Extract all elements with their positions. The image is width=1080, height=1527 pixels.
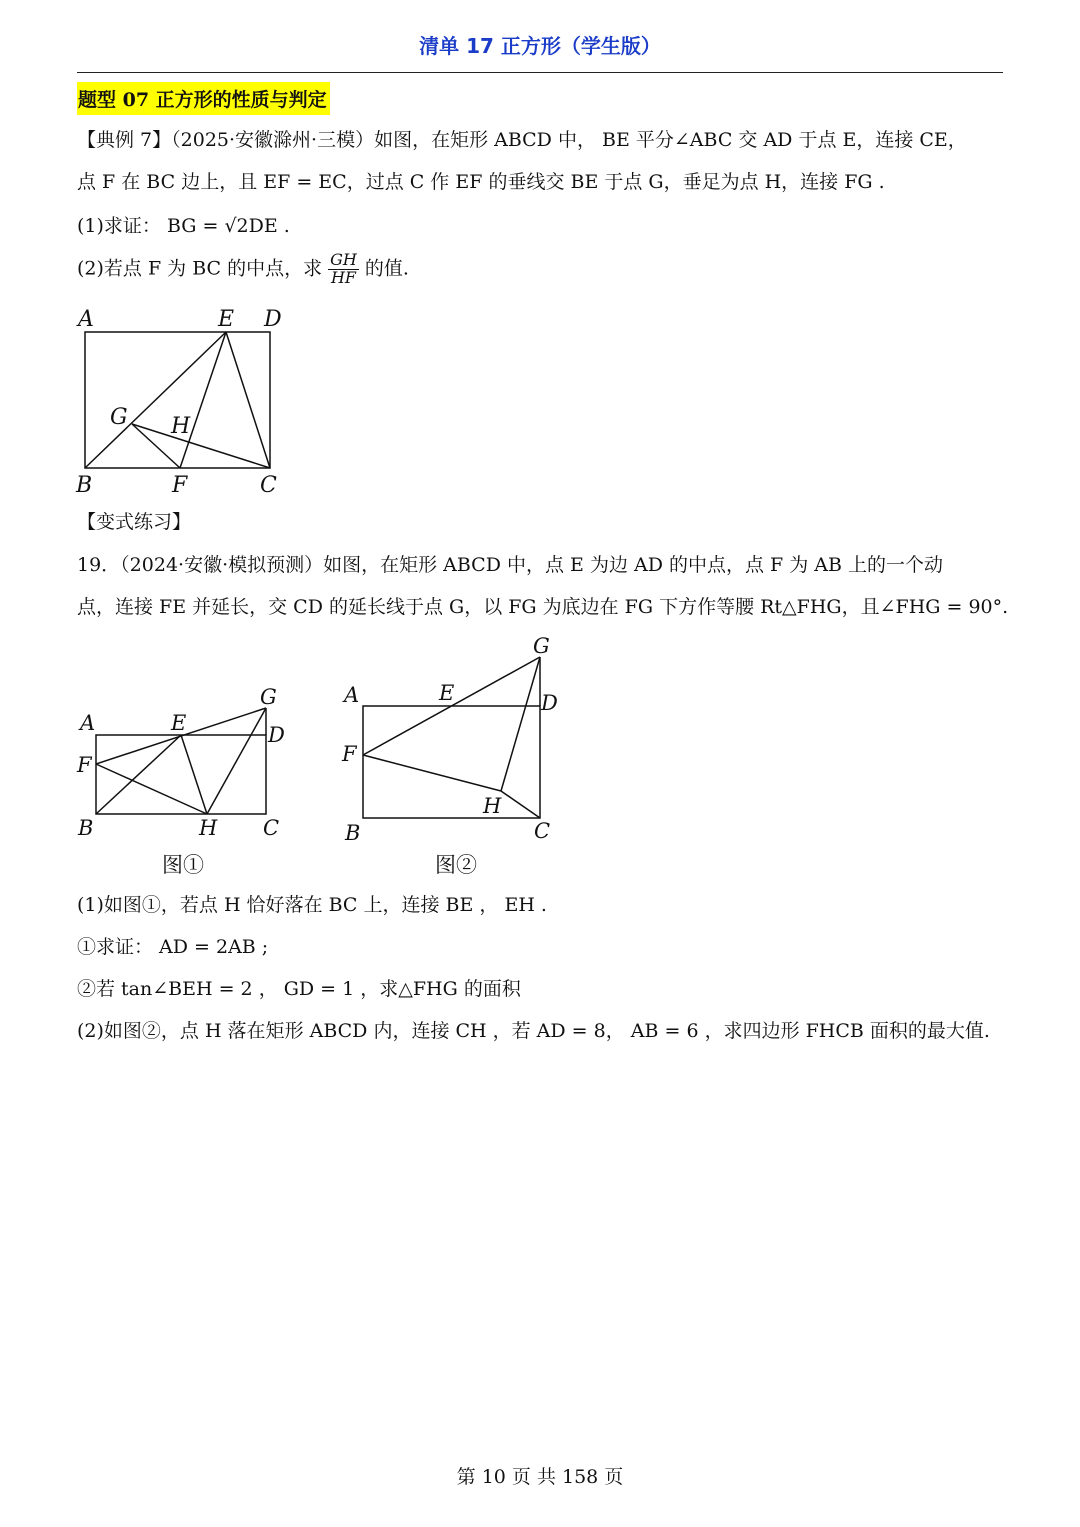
variant-question-2: (2)如图②，点 H 落在矩形 ABCD 内，连接 CH ，若 AD = 8， AB = 6 ，求四边形 FHCB 面积的最大值. <box>77 1020 990 1042</box>
example-line-1 <box>77 131 967 150</box>
segment-fh-1 <box>96 764 207 814</box>
segment-hc-2 <box>501 791 540 818</box>
label-h: H <box>171 414 191 439</box>
fig2-label-e: E <box>439 681 455 705</box>
example-text-1: （2025·安徽滁州·三模）如图，在矩形 ABCD 中， BE 平分∠ABC 交 AD 于点 E，连接 CE， <box>171 129 967 151</box>
fig2-label-c: C <box>534 819 551 843</box>
example-question-1: (1)求证： BG = √2DE . <box>77 215 290 237</box>
label-a: A <box>78 307 94 332</box>
fig1-label-f: F <box>77 753 92 777</box>
variant-figure-1 <box>70 680 300 880</box>
fig2-label-g: G <box>533 634 550 658</box>
variant-question-1b: ②若 tan∠BEH = 2 ， GD = 1 ，求△FHG 的面积 <box>77 978 521 1000</box>
fig1-label-b: B <box>78 816 94 840</box>
fig2-label-a: A <box>344 683 360 707</box>
section-title: 题型 07 正方形的性质与判定 <box>77 82 330 115</box>
page-footer: 第 10 页 共 158 页 <box>456 1466 624 1488</box>
fig2-caption: 图② <box>435 853 477 877</box>
variant-question-1: (1)如图①，若点 H 恰好落在 BC 上，连接 BE ， EH . <box>77 894 547 916</box>
variant-text-1: 19．（2024·安徽·模拟预测）如图，在矩形 ABCD 中，点 E 为边 AD 的中点，点 F 为 AB 上的一个动 <box>77 554 944 576</box>
fig2-label-d: D <box>541 691 558 715</box>
q2-suffix: 的值. <box>364 257 409 280</box>
segment-ce <box>226 332 270 468</box>
label-e: E <box>218 307 235 332</box>
ratio-fraction <box>328 252 359 287</box>
example-figure <box>70 300 320 505</box>
rect-abcd <box>85 332 270 468</box>
segment-gh-2 <box>501 657 540 791</box>
fig1-caption: 图① <box>162 853 204 877</box>
label-f: F <box>172 473 188 498</box>
fig1-label-g: G <box>260 685 277 709</box>
fig1-label-a: A <box>80 711 96 735</box>
example-text-2: 点 F 在 BC 边上，且 EF = EC，过点 C 作 EF 的垂线交 BE 于点 G，垂足为点 H，连接 FG . <box>77 171 885 193</box>
fig1-label-e: E <box>171 711 187 735</box>
label-d: D <box>264 307 282 332</box>
fraction-denominator: HF <box>330 267 356 287</box>
fig2-label-f: F <box>342 742 357 766</box>
example-question-2 <box>77 252 409 287</box>
fig1-label-h: H <box>199 816 218 840</box>
fig1-label-d: D <box>268 723 285 747</box>
variant-tag: 【变式练习】 <box>77 511 192 533</box>
example-tag: 【典例 7】 <box>77 129 172 151</box>
variant-question-1a: ①求证： AD = 2AB ; <box>77 936 269 958</box>
fig1-label-c: C <box>263 816 280 840</box>
fig2-label-b: B <box>345 821 361 845</box>
variant-figure-2 <box>330 630 580 880</box>
fig2-label-h: H <box>483 794 502 818</box>
segment-be-1 <box>96 735 181 814</box>
header-divider <box>77 72 1003 73</box>
label-b: B <box>76 473 93 498</box>
segment-gc <box>132 424 270 468</box>
segment-ef <box>180 332 226 468</box>
label-c: C <box>260 473 277 498</box>
variant-text-2: 点，连接 FE 并延长，交 CD 的延长线于点 G，以 FG 为底边在 FG 下方作等腰 Rt△FHG，且∠FHG = 90°. <box>77 596 1009 618</box>
segment-eh-1 <box>181 735 207 814</box>
page-title: 清单 17 正方形（学生版） <box>419 34 661 58</box>
segment-fh-2 <box>363 755 501 791</box>
fraction-numerator: GH <box>330 250 357 269</box>
label-g: G <box>110 405 128 430</box>
q2-prefix: (2)若点 F 为 BC 的中点，求 <box>77 257 323 280</box>
